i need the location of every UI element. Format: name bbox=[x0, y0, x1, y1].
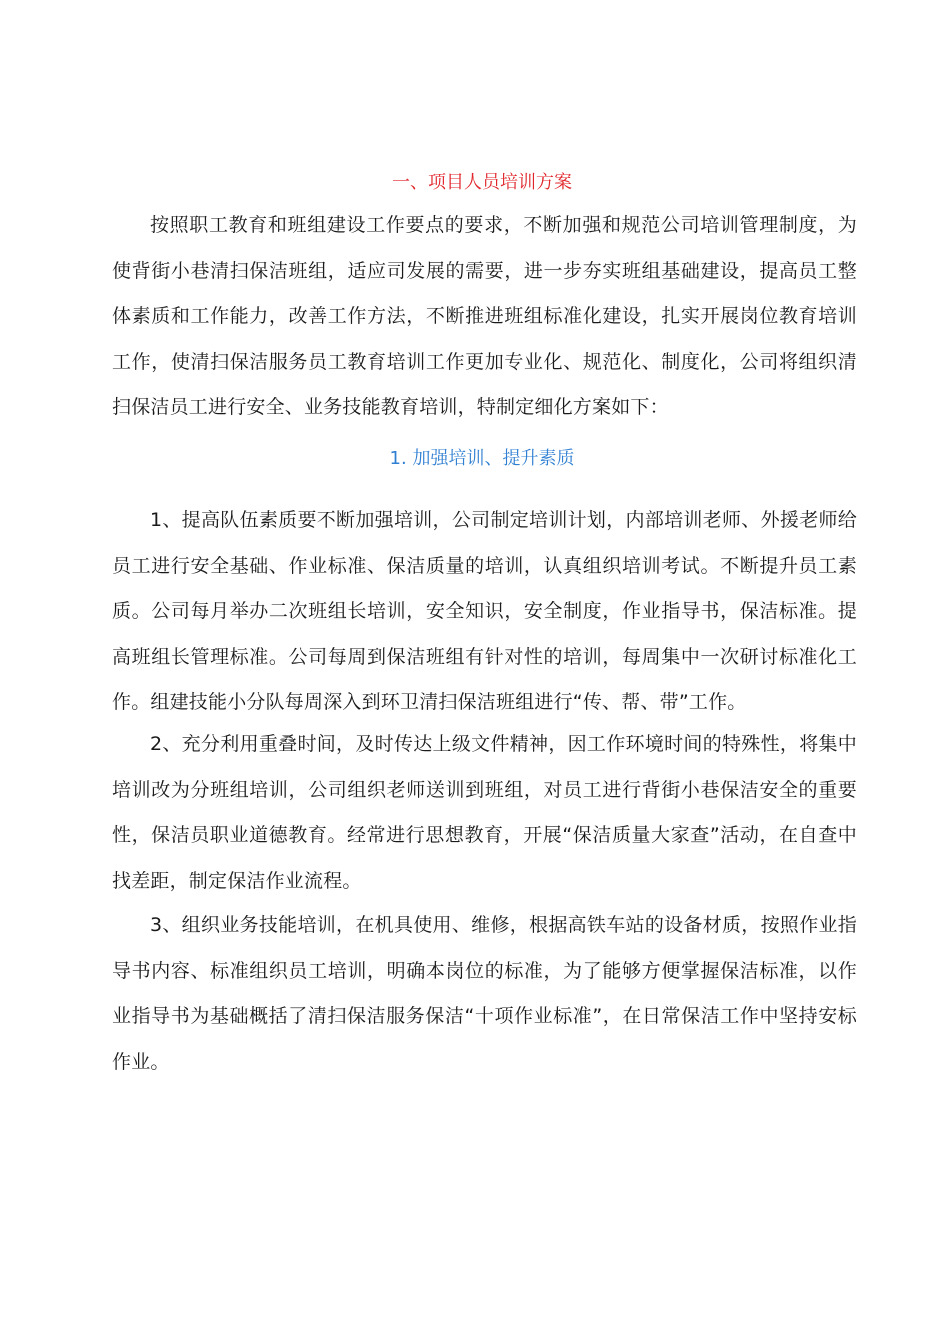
intro-paragraph: 按照职工教育和班组建设工作要点的要求，不断加强和规范公司培训管理制度，为使背街小巷清扫保洁班组，适应司发展的需要，进一步夯实班组基础建设，提高员工整体素质和工作能力，改善工作方法，不断推进班组标准化建设，扎实开展岗位教育培训工作，使清扫保洁服务员工教育培训工作更加专业化、规范化、制度化，公司将组织清扫保洁员工进行安全、业务技能教育培训，特制定细化方案如下： bbox=[112, 214, 857, 418]
subsection-heading: 1. 加强培训、提升素质 bbox=[389, 448, 575, 469]
section-heading: 一、项目人员培训方案 bbox=[392, 172, 572, 193]
body-paragraph-1: 1、提高队伍素质要不断加强培训，公司制定培训计划，内部培训老师、外援老师给员工进行安全基础、作业标准、保洁质量的培训，认真组织培训考试。不断提升员工素质。公司每月举办二次班组长培训，安全知识，安全制度，作业指导书，保洁标准。提高班组长管理标准。公司每周到保洁班组有针对性的培训，每周集中一次研讨标准化工作。组建技能小分队每周深入到环卫清扫保洁班组进行“传、帮、带”工作。 bbox=[112, 509, 857, 713]
body-paragraph-2: 2、充分利用重叠时间，及时传达上级文件精神，因工作环境时间的特殊性，将集中培训改为分班组培训，公司组织老师送训到班组，对员工进行背街小巷保洁安全的重要性，保洁员职业道德教育。经常进行思想教育，开展“保洁质量大家查”活动，在自查中找差距，制定保洁作业流程。 bbox=[112, 733, 857, 892]
body-paragraph-3: 3、组织业务技能培训，在机具使用、维修，根据高铁车站的设备材质，按照作业指导书内容、标准组织员工培训，明确本岗位的标准，为了能够方便掌握保洁标准，以作业指导书为基础概括了清扫保洁服务保洁“十项作业标准”，在日常保洁工作中坚持安标作业。 bbox=[112, 914, 857, 1073]
